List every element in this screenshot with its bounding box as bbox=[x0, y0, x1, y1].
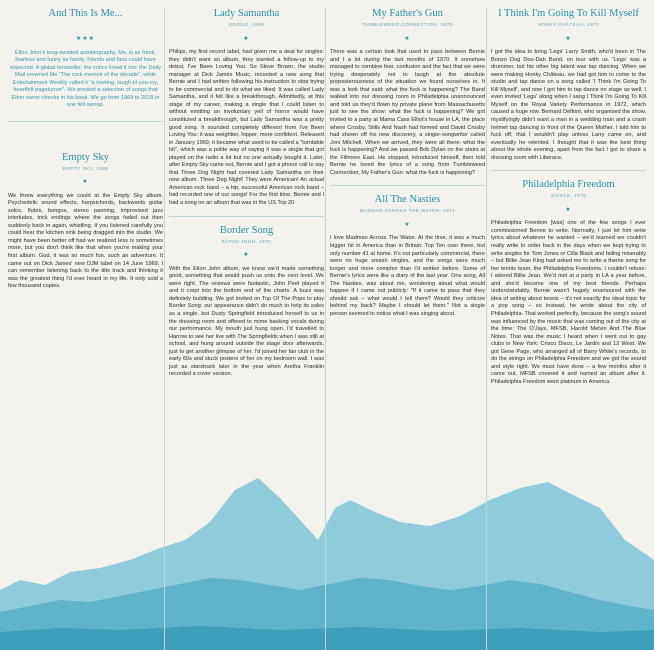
section-subtitle: HONKY CHÂTEAU, 1972 bbox=[537, 22, 600, 27]
column-divider bbox=[164, 8, 165, 650]
section-body: I love Madman Across The Water. At the time, it was a much bigger hit in America than in Britain: Top Ten over there, but only number 41 at home. It's not particularly commercial, there were no huge smash singles, and the songs were much longer and more complex than I'd written before. Some of Bernie's lyrics were like a diary of the last year. One song, All The Nasties, was about me, wondering aloud what would happen if I came out publicly: "If it came to pass that they should ask – what would I tell them? Would they criticize behind my back? Maybe I should let them." Not a single person seemed to notice what I was singing about. bbox=[330, 235, 485, 317]
column-divider bbox=[486, 8, 487, 650]
section-title: My Father's Gun bbox=[372, 8, 443, 19]
section-title: All The Nasties bbox=[374, 194, 441, 206]
star-divider-icon: ★★★ bbox=[75, 36, 96, 42]
section-title: And This Is Me... bbox=[48, 8, 123, 19]
section-separator bbox=[330, 185, 485, 186]
section-subtitle: SINGLE, 1969 bbox=[228, 22, 265, 27]
section-body: Philips, my first record label, had given me a deal for singles: they didn't want an album, they wanted a follow-up to my debut, I've Been Loving You. So Steve Brown, the studio manager at Dick James Music, recorded a new song that Bernie and I had written following his instruction to stop trying to be commercial and to do what we liked. It was called Lady Samantha, and it felt like a breakthrough. Admittedly, at this stage of my career, making a single that I could listen to without emitting an involuntary yell of horror would have constituted a breakthrough, but Lady Samantha was a pretty good song. It sounded completely different from I've Been Loving You: it was weightier, hipper, more confident. Released in January 1969, it became what used to be called a "turntable hit", which was a polite way of saying it was a single that got played on the radio a lot but no one actually bought it. Later, after Empty Sky came out, Bernie and I got a phone call to say that Three Dog Night had covered Lady Samantha on their new album. Three Dog Night! They were American! An actual American rock band – a hip, successful American rock band – had recorded one of our songs! For the first time, Bernie and I had a song on an album that was in the US Top 20 bbox=[169, 49, 324, 207]
star-icon: ★ bbox=[243, 35, 250, 42]
star-icon: ★ bbox=[565, 206, 572, 213]
section-subtitle: EMPTY SKY, 1969 bbox=[62, 165, 109, 171]
section-title: Philadelphia Freedom bbox=[522, 179, 615, 191]
section-i-think-im-going-to-kill-myself bbox=[491, 8, 646, 162]
section-and-this-is-me bbox=[8, 8, 163, 110]
section-body: With the Elton John album, we knew we'd made something good, something that would push us onto the next level. We were right. The reviews were fantastic, John Peel played it and it crept into the bottom end of the charts. A buzz was definitely building. We got invited on Top Of The Pops to play Border Song: our appearance didn't do much to help its sales as a single, but Dusty Springfield introduced herself to us in the dressing room and offered to mime backing vocals during our performance. My mouth just hung open. I'd travelled to Harrow to see her live with The Springfields when I was still at school, and hung around outside the stage door afterwards, just to get another glimpse of her. I'd joined her fan club in the early 60s and stuck posters of her on my bedroom wall. I was just as starstruck later in the year when Aretha Franklin recorded a cover version. bbox=[169, 265, 324, 378]
star-icon: ★ bbox=[243, 252, 250, 259]
star-icon: ★ bbox=[404, 35, 411, 42]
intro-text: Elton John's long-awaited autobiography, Me, is as frank, fearless and funny as family, friends and fans could have expected. A global bestseller, the critics loved it too: the Daily Mail crowned Me "The rock memoir of the decade", while Entertainment Weekly called it "a riveting, laugh-til-you-cry, heartfelt pageturner". We present a selection of songs that Elton name-checks in his book. We go from 1969 to 2019 in one fell swoop. bbox=[10, 49, 161, 109]
section-subtitle: SINGLE, 1975 bbox=[550, 193, 587, 199]
section-philadelphia-freedom bbox=[491, 179, 646, 386]
section-title: I Think I'm Going To Kill Myself bbox=[498, 8, 639, 19]
section-subtitle: ELTON JOHN, 1970 bbox=[221, 238, 272, 244]
section-body: There was a certain look that used to pass between Bernie and I a lot during the last months of 1970. It somehow managed to combine fear, confusion and the fact that we were trying desperately not to laugh at the absolute preposterousness of the situation we found ourselves in. It was a look that said: what the fuck is happening? The Band walked into our dressing room in Philadelphia unannounced and told us they'd flown by private plane from Massachusetts just to see the show: what the fuck is happening? We got invited to a party at Mama Cass Elliot's house in LA, the place where Crosby, Stills And Nash had formed and David Crosby had shown off his new discovery, a singer-songwriter called Joni Mitchell. When we arrived, they were all there: what the fuck is happening? And we passed Bob Dylan on the stairs at the Fillmore East. He stopped, introduced himself, then told Bernie he loved the lyrics of a song from Tumbleweed Connection, My Father's Gun: what the fuck is happening? bbox=[330, 49, 485, 176]
section-separator bbox=[8, 121, 163, 122]
section-title: Empty Sky bbox=[62, 151, 109, 163]
column-3 bbox=[330, 8, 485, 319]
section-separator bbox=[491, 170, 646, 171]
star-icon: ★ bbox=[82, 179, 89, 186]
section-all-the-nasties bbox=[330, 194, 485, 318]
section-subtitle: MADMAN ACROSS THE WATER, 1971 bbox=[359, 208, 456, 214]
section-separator bbox=[169, 216, 324, 217]
star-icon: ★ bbox=[404, 221, 411, 228]
column-1 bbox=[8, 8, 163, 291]
section-body: Philadelphia Freedom [was] one of the few songs I ever commissioned Bernie to write. Normally, I just let him write lyrics about whatever he wanted – we'd learned we couldn't really write to order back in the days when we kept trying to write singles for Tom Jones or Cilla Black and failing miserably – but Billie Jean King had asked me to write a theme song for her tennis team, the Philadelphia Freedoms. I couldn't refuse: I adored Billie Jean. We'd met at a party in LA a year before, and she'd become one of my best friends. Perhaps understandably, Bernie wasn't hugely enamoured with the idea of writing about tennis – it's not exactly the ideal topic for a pop song – so instead, he wrote about the city of Philadelphia. That worked perfectly, because the song's sound was influenced by the music that was coming out of the city at the time: The O'Jays, MFSB, Harold Melvin And The Blue Notes. That was the music I heard when I went out to gay clubs in New York: Crisco Disco, Le Jardin and 12 West. We got Gene Page, who arranged all of Barry White's records, to do the strings on Philadelphia Freedom and we got the sound and style right. We must have done – a few months after it came out, MFSB covered it and named an album after it. Philadelphia Freedom went platinum in America. bbox=[491, 220, 646, 385]
section-title: Lady Samantha bbox=[213, 8, 280, 19]
section-empty-sky bbox=[8, 152, 163, 291]
section-body: I got the idea to bring 'Legs' Larry Smith, who'd been in The Bonzo Dog Doo-Dah Band, on tour with us. 'Legs' was a drummer, but his other big talent was tap dancing. When we were making Honky Château, we had got him to come to the studio and tap dance on a song called 'I Think I'm Going To Kill Myself', and now I got him to tap dance on stage as well. I even invited 'Legs' along when I sang I Think I'm Going To Kill Myself on the Royal Variety Performance in 1972, which caused a huge row. Bernard Delfont, who organised the show, mystifyingly didn't want a man in a wedding train and a crash helmet tap dancing in front of the Queen Mother. I told him to fuck off, that I wouldn't play unless Larry came on, and eventually he relented. I thought that it was the best thing about the whole evening, apart from the fact I got to share a dressing room with Liberace. bbox=[491, 49, 646, 161]
section-body: We threw everything we could at the Empty Sky album. Psychedelic sound effects, harpsichords, backwards guitar solos, flutes, bongos, stereo panning, improvised jazz interludes, trick endings where the songs faded out then suddenly back in again, whistling. If you listened carefully you could hear the kitchen sink being dragged into the studio. We might have been better off had we realized less is sometimes more, but you don't think like that when you're making your first album. God, it was so much fun, such an adventure. It came out on Dick James' new DJM label on 14 June 1969. I can remember listening back to the title track and thinking it was the greatest thing I'd ever heard in my life. It only sold a few thousand copies. bbox=[8, 192, 163, 290]
column-4 bbox=[491, 8, 646, 386]
column-2 bbox=[169, 8, 324, 379]
section-lady-samantha bbox=[169, 8, 324, 208]
star-icon: ★ bbox=[565, 35, 572, 42]
section-border-song bbox=[169, 225, 324, 379]
section-subtitle: TUMBLEWEED CONNECTION, 1970 bbox=[362, 22, 453, 27]
section-title: Border Song bbox=[219, 224, 274, 236]
column-divider bbox=[325, 8, 326, 650]
section-my-fathers-gun bbox=[330, 8, 485, 177]
